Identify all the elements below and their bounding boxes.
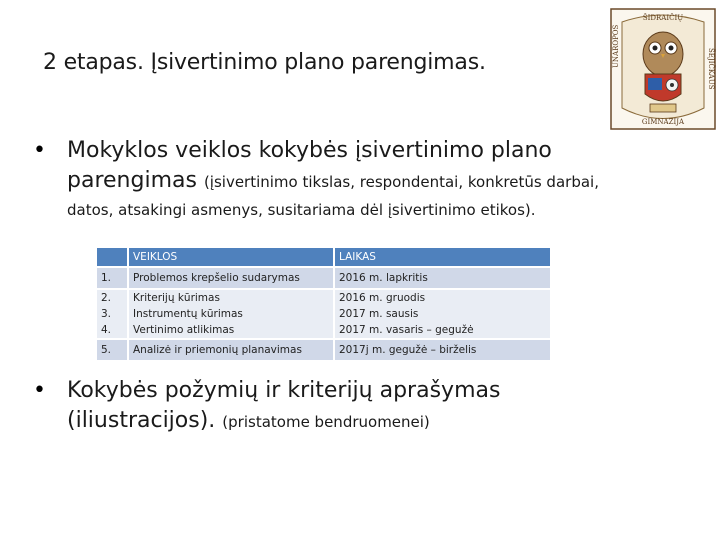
bullet-2-detail: (pristatome bendruomenei)	[222, 413, 430, 431]
bullet-1-line-1: Mokyklos veiklos kokybės įsivertinimo plano	[67, 138, 552, 163]
row-time: 2016 m. gruodis	[339, 292, 426, 304]
row-num: 1.	[96, 267, 128, 289]
row-num: 5.	[96, 339, 128, 360]
table-row	[96, 339, 550, 360]
row-time: 2017 m. sausis	[339, 308, 419, 320]
plan-table	[95, 246, 550, 360]
header-num	[96, 247, 128, 267]
svg-text:ŠIDRAIČIŲ: ŠIDRAIČIŲ	[642, 14, 684, 22]
row-activity: Kriterijų kūrimas	[133, 292, 220, 304]
row-time: 2017 m. vasaris – gegužė	[339, 324, 474, 336]
svg-text:ŠEJIČKAUS: ŠEJIČKAUS	[707, 48, 715, 90]
bullet-2-line-1: Kokybės požymių ir kriterijų aprašymas	[67, 378, 501, 403]
row-activity: Instrumentų kūrimas	[133, 308, 243, 320]
header-time: LAIKAS	[334, 247, 550, 267]
svg-text:UNAROPOS: UNAROPOS	[612, 24, 620, 68]
row-num: 3.	[101, 308, 112, 320]
slide-title: 2 etapas. Įsivertinimo plano parengimas.	[43, 50, 486, 75]
table-row	[96, 289, 550, 339]
row-activities	[128, 289, 334, 339]
row-activity: Analizė ir priemonių planavimas	[128, 339, 334, 360]
bullet-dot: •	[33, 378, 46, 403]
bullet-1-detail-1: (įsivertinimo tikslas, respondentai, konkretūs darbai,	[203, 173, 599, 191]
table-row	[96, 267, 550, 289]
bullet-1-line-2: parengimas	[67, 168, 197, 193]
row-time: 2017j m. gegužė – birželis	[334, 339, 550, 360]
row-activity: Problemos krepšelio sudarymas	[128, 267, 334, 289]
header-activities: VEIKLOS	[128, 247, 334, 267]
school-seal-logo	[610, 8, 716, 130]
svg-text:GIMNAZIJA: GIMNAZIJA	[641, 118, 685, 126]
row-time: 2016 m. lapkritis	[334, 267, 550, 289]
bullet-criteria-description	[33, 376, 673, 437]
bullet-plan-preparation	[33, 136, 703, 221]
row-activity: Vertinimo atlikimas	[133, 324, 235, 336]
table-header-row	[96, 247, 550, 267]
bullet-2-line-2: (iliustracijos).	[67, 408, 216, 433]
row-nums	[96, 289, 128, 339]
row-num: 2.	[101, 292, 112, 304]
row-num: 4.	[101, 324, 112, 336]
row-times	[334, 289, 550, 339]
bullet-1-detail-2: datos, atsakingi asmenys, susitariama dėl įsivertinimo etikos).	[67, 201, 536, 219]
bullet-dot: •	[33, 138, 46, 163]
